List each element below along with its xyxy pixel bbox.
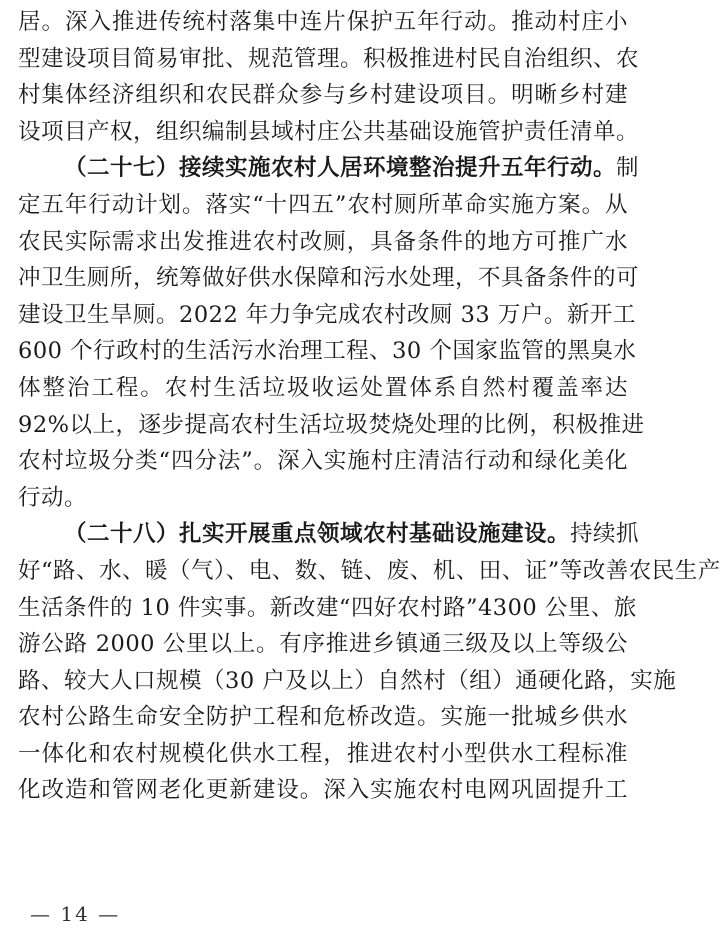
text-line: 行动。 [18, 484, 88, 511]
text-line: 村集体经济组织和农民群众参与乡村建设项目。明晰乡村建 [18, 82, 628, 109]
document-page [18, 4, 721, 809]
section-heading-28: （二十八）扎实开展重点领域农村基础设施建设。 [64, 521, 571, 548]
text-line: 冲卫生厕所，统筹做好供水保障和污水处理，不具备条件的可 [18, 265, 640, 292]
section-heading-27: （二十七）接续实施农村人居环境整治提升五年行动。 [64, 155, 617, 182]
page-number: — 14 — [30, 902, 121, 926]
text-line: 一体化和农村规模化供水工程，推进农村小型供水工程标准 [18, 740, 628, 767]
text-line: 居。深入推进传统村落集中连片保护五年行动。推动村庄小 [18, 9, 628, 35]
text-line: 体整治工程。农村生活垃圾收运处置体系自然村覆盖率达 [18, 374, 628, 401]
paragraph-27-first-line [18, 150, 640, 187]
text-line: 化改造和管网老化更新建设。深入实施农村电网巩固提升工 [18, 777, 628, 804]
text-line: 型建设项目简易审批、规范管理。积极推进村民自治组织、农 [18, 45, 640, 72]
text-line: 600 个行政村的生活污水治理工程、30 个国家监管的黑臭水 [18, 338, 637, 365]
text-line: 农村公路生命安全防护工程和危桥改造。实施一批城乡供水 [18, 704, 628, 731]
text-line: 生活条件的 10 件实事。新改建“四好农村路”4300 公里、旅 [18, 594, 637, 621]
text-line: 设项目产权，组织编制县域村庄公共基础设施管护责任清单。 [18, 118, 640, 145]
paragraph-28-first-line [18, 516, 640, 553]
text-line: 路、较大人口规模（30 户及以上）自然村（组）通硬化路，实施 [18, 667, 677, 694]
text-fragment: 制 [616, 155, 640, 182]
text-line: 农村垃圾分类“四分法”。深入实施村庄清洁行动和绿化美化 [18, 448, 628, 475]
text-line: 游公路 2000 公里以上。有序推进乡镇通三级及以上等级公 [18, 631, 628, 658]
text-fragment: 持续抓 [570, 521, 640, 548]
text-line: 好“路、水、暖（气）、电、数、链、废、机、田、证”等改善农民生产 [18, 557, 721, 584]
text-line: 92%以上，逐步提高农村生活垃圾焚烧处理的比例，积极推进 [18, 411, 645, 438]
text-line: 定五年行动计划。落实“十四五”农村厕所革命实施方案。从 [18, 191, 628, 218]
text-line: 农民实际需求出发推进农村改厕，具备条件的地方可推广水 [18, 228, 628, 255]
text-line: 建设卫生旱厕。2022 年力争完成农村改厕 33 万户。新开工 [18, 301, 636, 328]
